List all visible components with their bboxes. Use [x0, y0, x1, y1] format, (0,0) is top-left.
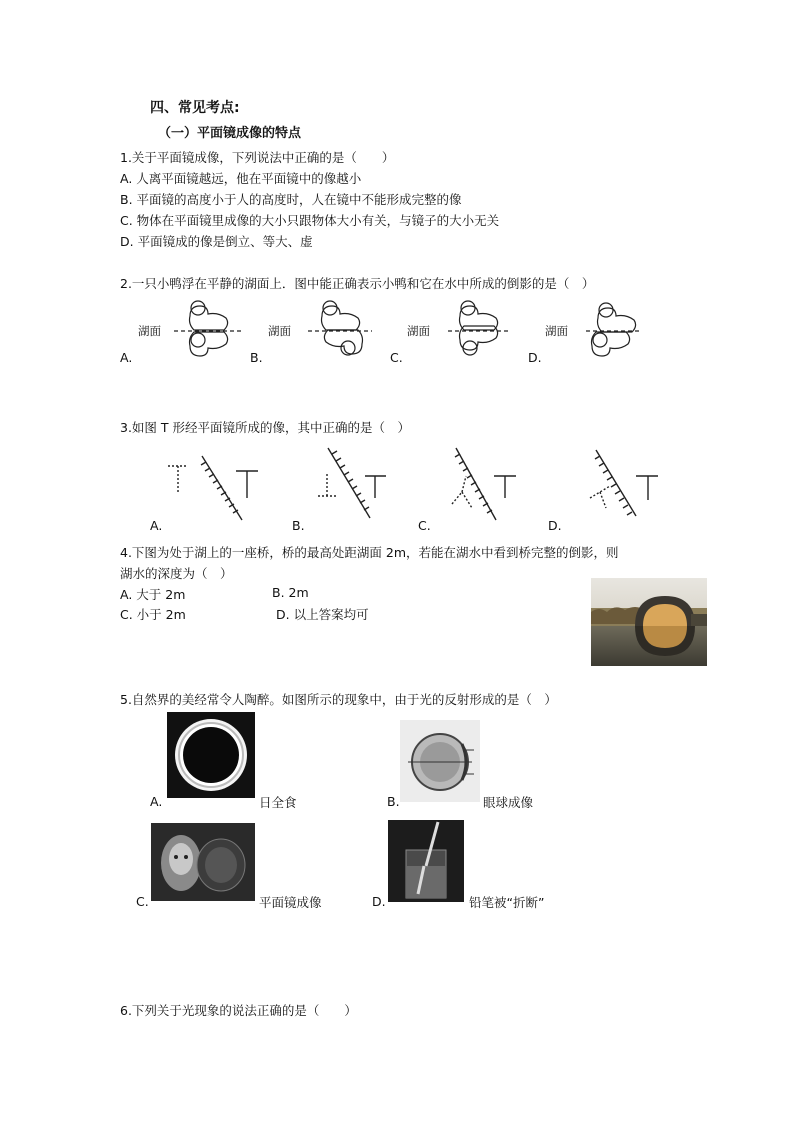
q4-option-d: D. 以上答案均可	[276, 607, 369, 622]
q3-t-figures	[140, 446, 680, 526]
q5-option-c-caption: 平面镜成像	[259, 895, 322, 910]
q2-option-c: C.	[390, 350, 403, 365]
bridge-photo	[591, 578, 707, 666]
subsection-heading: （一）平面镜成像的特点	[158, 126, 302, 141]
q5-stem: 5.自然界的美经常令人陶醉。如图所示的现象中，由于光的反射形成的是（ ）	[120, 692, 557, 707]
q1-stem: 1.关于平面镜成像，下列说法中正确的是（ ）	[120, 150, 395, 165]
q5-option-d-caption: 铅笔被“折断”	[469, 895, 545, 910]
pencil-photo	[388, 820, 464, 902]
q2-lake-label-d: 湖面	[545, 324, 568, 338]
q2-option-b: B.	[250, 350, 263, 365]
q3-stem: 3.如图 T 形经平面镜所成的像，其中正确的是（ ）	[120, 420, 411, 435]
q5-option-b-letter: B.	[387, 794, 400, 809]
q4-stem-line1: 4.下图为处于湖上的一座桥，桥的最高处距湖面 2m，若能在湖水中看到桥完整的倒影，则	[120, 545, 619, 560]
q1-option-a: A. 人离平面镜越远，他在平面镜中的像越小	[120, 171, 362, 186]
q1-option-d: D. 平面镜成的像是倒立、等大、虚	[120, 234, 313, 249]
q3-option-d: D.	[548, 518, 562, 533]
q5-option-c-letter: C.	[136, 894, 149, 909]
q5-option-a-letter: A.	[150, 794, 163, 809]
q3-option-a: A.	[150, 518, 163, 533]
q2-lake-label-b: 湖面	[268, 324, 291, 338]
eyeball-photo	[400, 720, 480, 802]
section-heading: 四、常见考点:	[150, 100, 240, 116]
q2-stem: 2.一只小鸭浮在平静的湖面上．图中能正确表示小鸭和它在水中所成的倒影的是（ ）	[120, 276, 595, 291]
q5-option-a-caption: 日全食	[259, 795, 297, 810]
q4-option-a: A. 大于 2m	[120, 587, 186, 602]
q2-lake-label-a: 湖面	[138, 324, 161, 338]
eclipse-photo	[167, 712, 255, 798]
q2-lake-label-c: 湖面	[407, 324, 430, 338]
q2-option-d: D.	[528, 350, 542, 365]
q5-option-d-letter: D.	[372, 894, 386, 909]
q3-option-b: B.	[292, 518, 305, 533]
q5-option-b-caption: 眼球成像	[483, 795, 534, 810]
q4-option-b: B. 2m	[272, 585, 309, 600]
q6-stem: 6.下列关于光现象的说法正确的是（ ）	[120, 1003, 357, 1018]
q2-option-a: A.	[120, 350, 133, 365]
q4-stem-line2: 湖水的深度为（ ）	[120, 566, 233, 581]
q4-option-c: C. 小于 2m	[120, 607, 186, 622]
q1-option-b: B. 平面镜的高度小于人的高度时，人在镜中不能形成完整的像	[120, 192, 462, 207]
q3-option-c: C.	[418, 518, 431, 533]
q1-option-c: C. 物体在平面镜里成像的大小只跟物体大小有关，与镜子的大小无关	[120, 213, 500, 228]
mirror-photo	[151, 823, 255, 901]
